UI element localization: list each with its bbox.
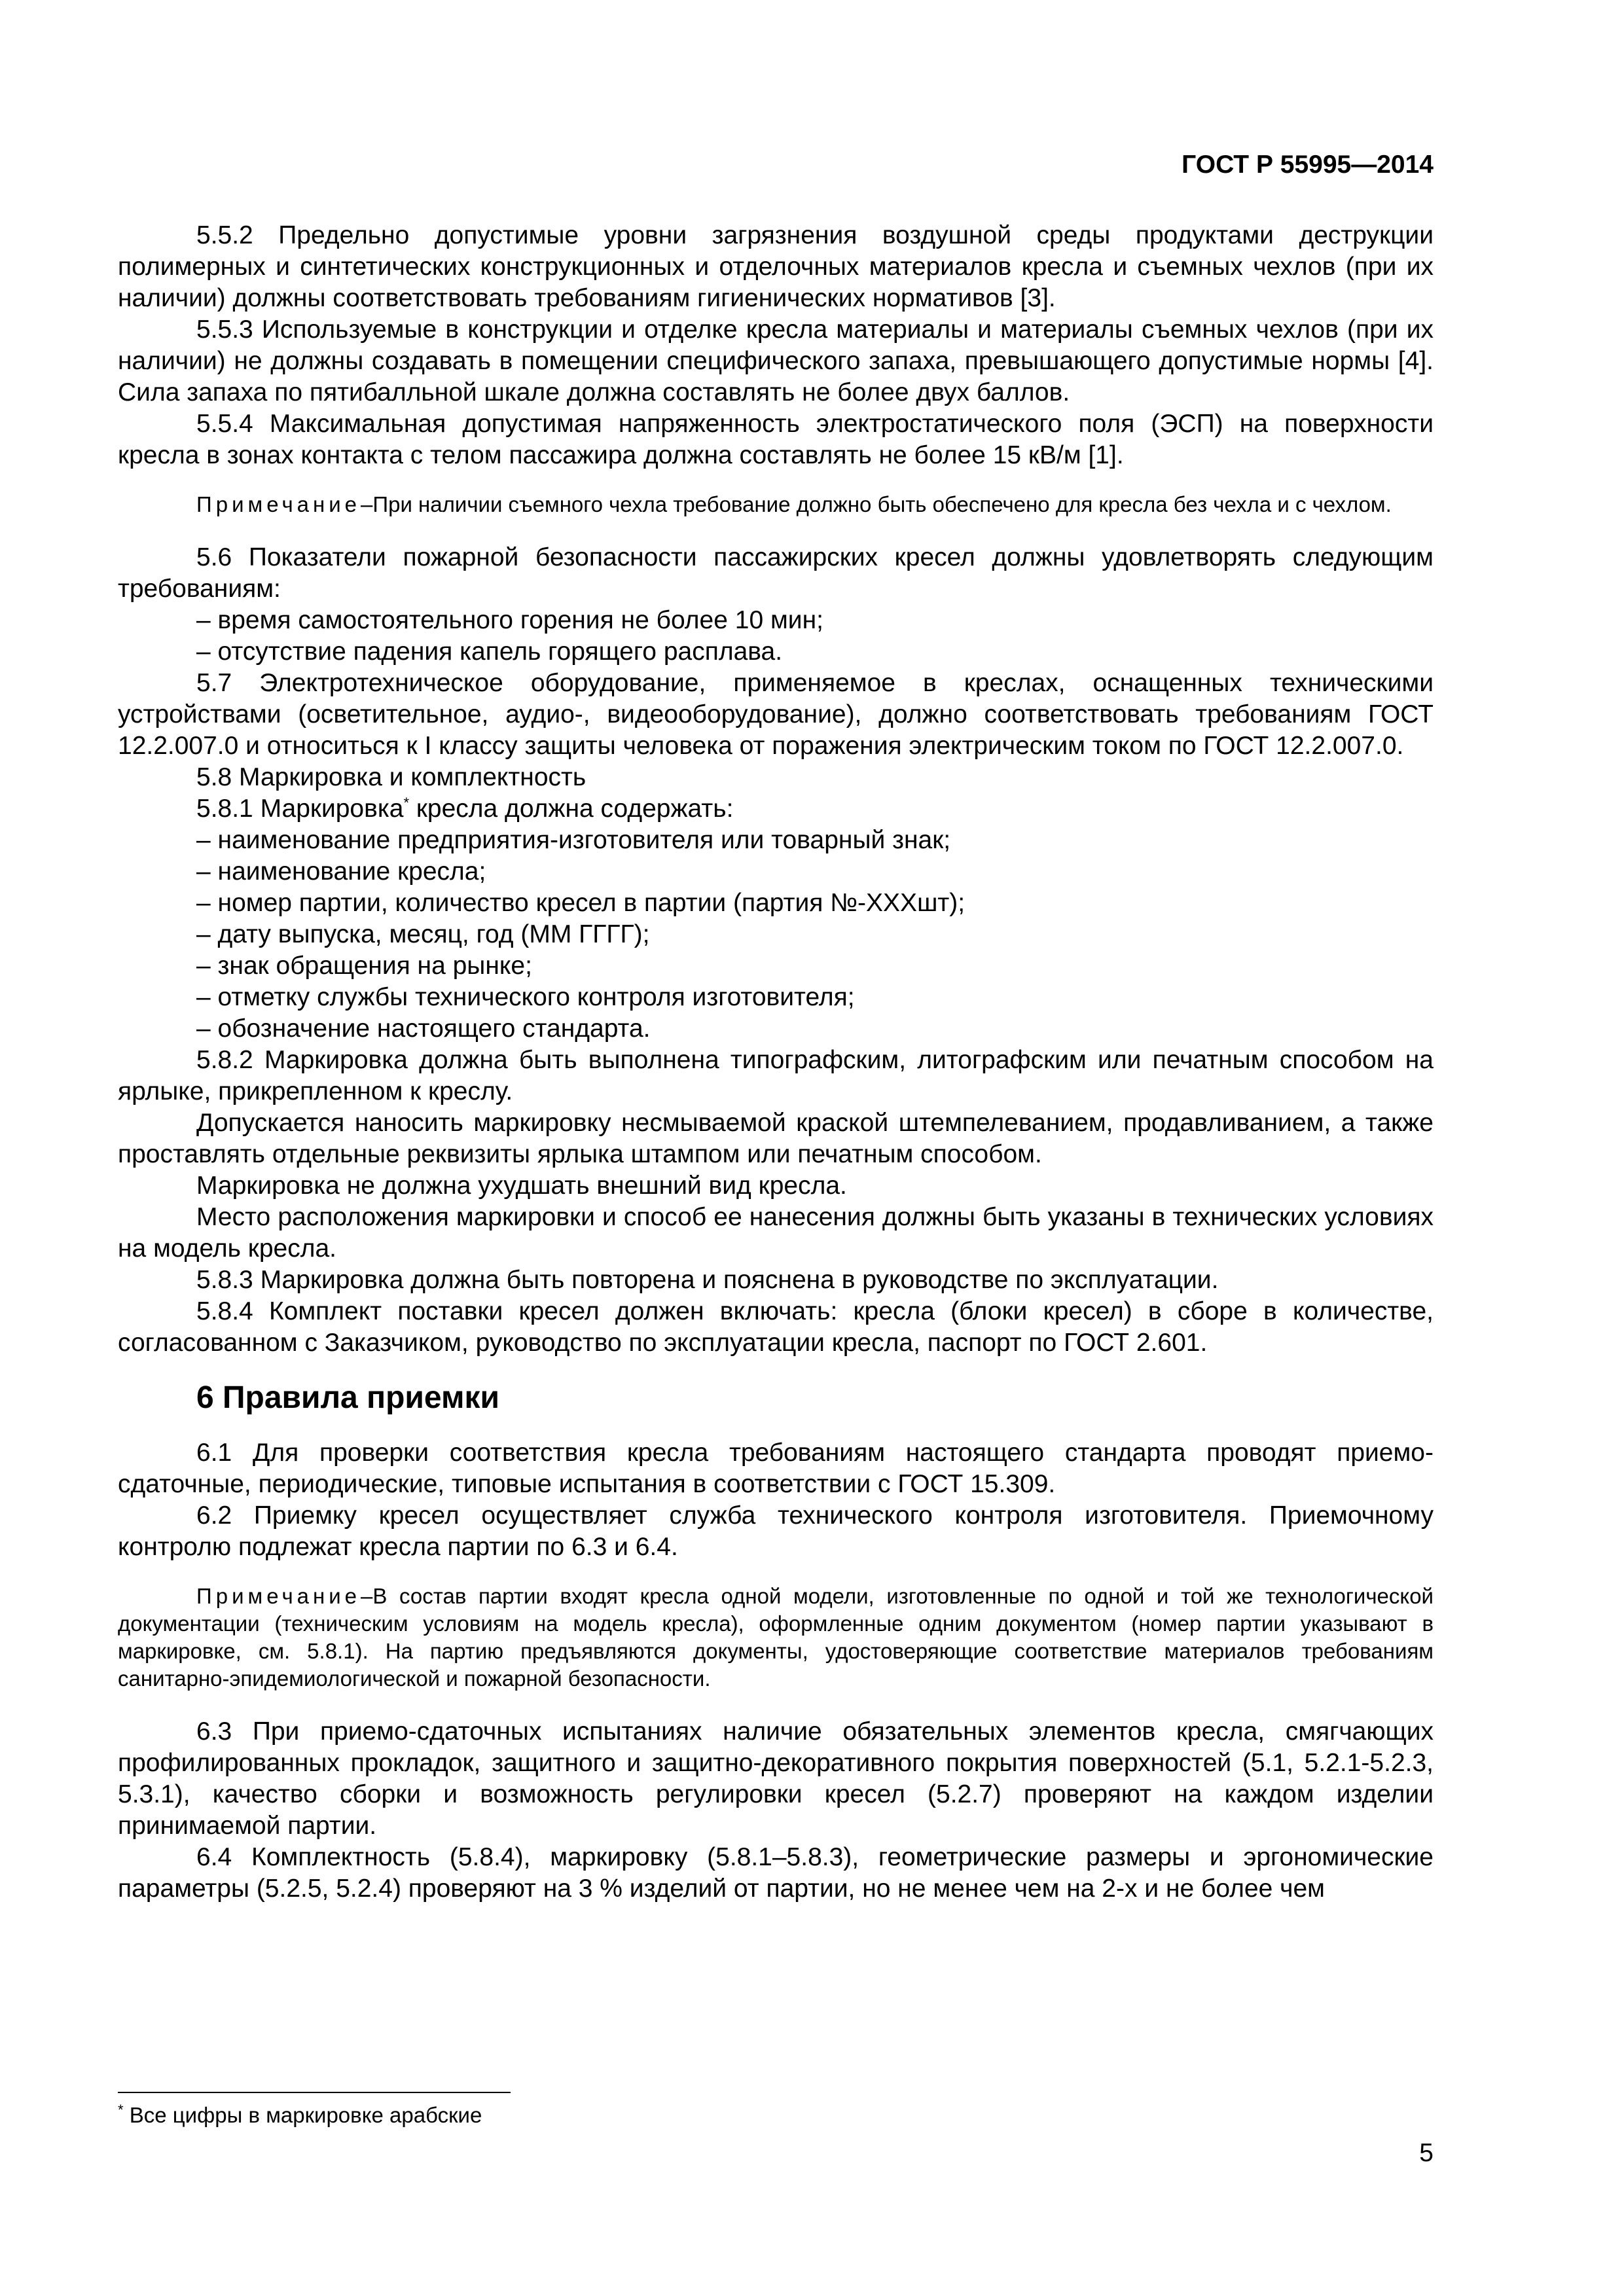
footnote-mark: * bbox=[403, 795, 409, 811]
note-label: Примечание bbox=[196, 1584, 361, 1608]
note-text: При наличии съемного чехла требование должно быть обеспечено для кресла без чехла и с чехлом. bbox=[372, 492, 1392, 516]
note-removable-cover bbox=[118, 491, 1434, 518]
paragraph: Место расположения маркировки и способ ее нанесения должны быть указаны в технических условиях на модель кресла. bbox=[118, 1203, 1434, 1263]
document-body bbox=[118, 220, 1434, 1905]
list-item: – наименование кресла; bbox=[196, 857, 486, 886]
paragraph-5-7: 5.7 Электротехническое оборудование, применяемое в креслах, оснащенных техническими устройствами (осветительное, аудио-, видеооборудование), должно соответствовать требованиям ГОСТ 12.2.007.0 и относиться к I классу защиты человека от поражения электрическим током по ГОСТ 12.2.007.0. bbox=[118, 669, 1434, 760]
paragraph-5-8: 5.8 Маркировка и комплектность bbox=[196, 763, 586, 791]
note-batch bbox=[118, 1583, 1434, 1693]
list-item: – время самостоятельного горения не более 10 мин; bbox=[196, 606, 823, 634]
list-item: – отметку службы технического контроля изготовителя; bbox=[196, 983, 855, 1011]
paragraph-5-6: 5.6 Показатели пожарной безопасности пассажирских кресел должны удовлетворять следующим требованиям: bbox=[118, 543, 1434, 603]
paragraph-6-3: 6.3 При приемо-сдаточных испытаниях наличие обязательных элементов кресла, смягчающих профилированных прокладок, защитного и защитно-декоративного покрытия поверхностей (5.1, 5.2.1-5.2.3, 5.3.1), качество сборки и возможность регулировки кресел (5.2.7) проверяют на каждом изделии принимаемой партии. bbox=[118, 1717, 1434, 1840]
paragraph-5-5-2: 5.5.2 Предельно допустимые уровни загрязнения воздушной среды продуктами деструкции полимерных и синтетических конструкционных и отделочных материалов кресла и съемных чехлов (при их наличии) должны соответствовать требованиям гигиенических нормативов [3]. bbox=[118, 221, 1434, 312]
paragraph-5-8-2: 5.8.2 Маркировка должна быть выполнена типографским, литографским или печатным способом на ярлыке, прикрепленном к креслу. bbox=[118, 1046, 1434, 1105]
note-dash: – bbox=[361, 492, 373, 516]
note-text: В состав партии входят кресла одной модели, изготовленные по одной и той же технологической документации (техническим условиям на модель кресла), оформленные одним документом (номер партии указывают в маркировке, см. 5.8.1). На партию предъявляются документы, удостоверяющие соответствие материалов требованиям санитарно-эпидемиологической и пожарной безопасности. bbox=[118, 1584, 1434, 1691]
document-header: ГОСТ Р 55995—2014 bbox=[1182, 151, 1434, 179]
note-dash: – bbox=[361, 1584, 373, 1608]
p581-before: 5.8.1 Маркировка bbox=[196, 795, 404, 823]
paragraph-6-1: 6.1 Для проверки соответствия кресла требованиям настоящего стандарта проводят приемо-сдаточные, периодические, типовые испытания в соответствии с ГОСТ 15.309. bbox=[118, 1439, 1434, 1498]
list-item: – наименование предприятия-изготовителя или товарный знак; bbox=[196, 826, 951, 854]
footnote bbox=[118, 2101, 482, 2130]
list-item: – дату выпуска, месяц, год (ММ ГГГГ); bbox=[196, 920, 650, 948]
paragraph: Допускается наносить маркировку несмываемой краской штемпелеванием, продавливанием, а также проставлять отдельные реквизиты ярлыка штампом или печатным способом. bbox=[118, 1109, 1434, 1168]
footnote-mark: * bbox=[118, 2102, 124, 2118]
footnote-text: Все цифры в маркировке арабские bbox=[123, 2103, 482, 2127]
paragraph-6-4: 6.4 Комплектность (5.8.4), маркировку (5.8.1–5.8.3), геометрические размеры и эргономические параметры (5.2.5, 5.2.4) проверяют на 3 % изделий от партии, но не менее чем на 2-х и не более чем bbox=[118, 1843, 1434, 1903]
list-item: – знак обращения на рынке; bbox=[196, 952, 532, 980]
footnote-divider bbox=[118, 2092, 511, 2093]
paragraph-5-5-4: 5.5.4 Максимальная допустимая напряженность электростатического поля (ЭСП) на поверхности кресла в зонах контакта с телом пассажира должна составлять не более 15 кВ/м [1]. bbox=[118, 410, 1434, 469]
section-heading-6: 6 Правила приемки bbox=[196, 1380, 500, 1415]
paragraph-5-8-4: 5.8.4 Комплект поставки кресел должен включать: кресла (блоки кресел) в сборе в количестве, согласованном с Заказчиком, руководство по эксплуатации кресла, паспорт по ГОСТ 2.601. bbox=[118, 1297, 1434, 1357]
paragraph: Маркировка не должна ухудшать внешний вид кресла. bbox=[196, 1172, 847, 1200]
note-label: Примечание bbox=[196, 492, 361, 516]
p581-after: кресла должна содержать: bbox=[409, 795, 734, 823]
paragraph-6-2: 6.2 Приемку кресел осуществляет служба технического контроля изготовителя. Приемочному контролю подлежат кресла партии по 6.3 и 6.4. bbox=[118, 1501, 1434, 1561]
paragraph-5-8-1 bbox=[118, 793, 1434, 825]
list-item: – отсутствие падения капель горящего расплава. bbox=[196, 637, 783, 666]
list-item: – номер партии, количество кресел в партии (партия №-XXXшт); bbox=[196, 889, 965, 917]
paragraph-5-5-3: 5.5.3 Используемые в конструкции и отделке кресла материалы и материалы съемных чехлов (при их наличии) не должны создавать в помещении специфического запаха, превышающего допустимые нормы [4]. Сила запаха по пятибалльной шкале должна составлять не более двух баллов. bbox=[118, 315, 1434, 406]
page-number: 5 bbox=[1419, 2139, 1434, 2167]
list-item: – обозначение настоящего стандарта. bbox=[196, 1014, 651, 1043]
paragraph-5-8-3: 5.8.3 Маркировка должна быть повторена и пояснена в руководстве по эксплуатации. bbox=[196, 1266, 1219, 1294]
